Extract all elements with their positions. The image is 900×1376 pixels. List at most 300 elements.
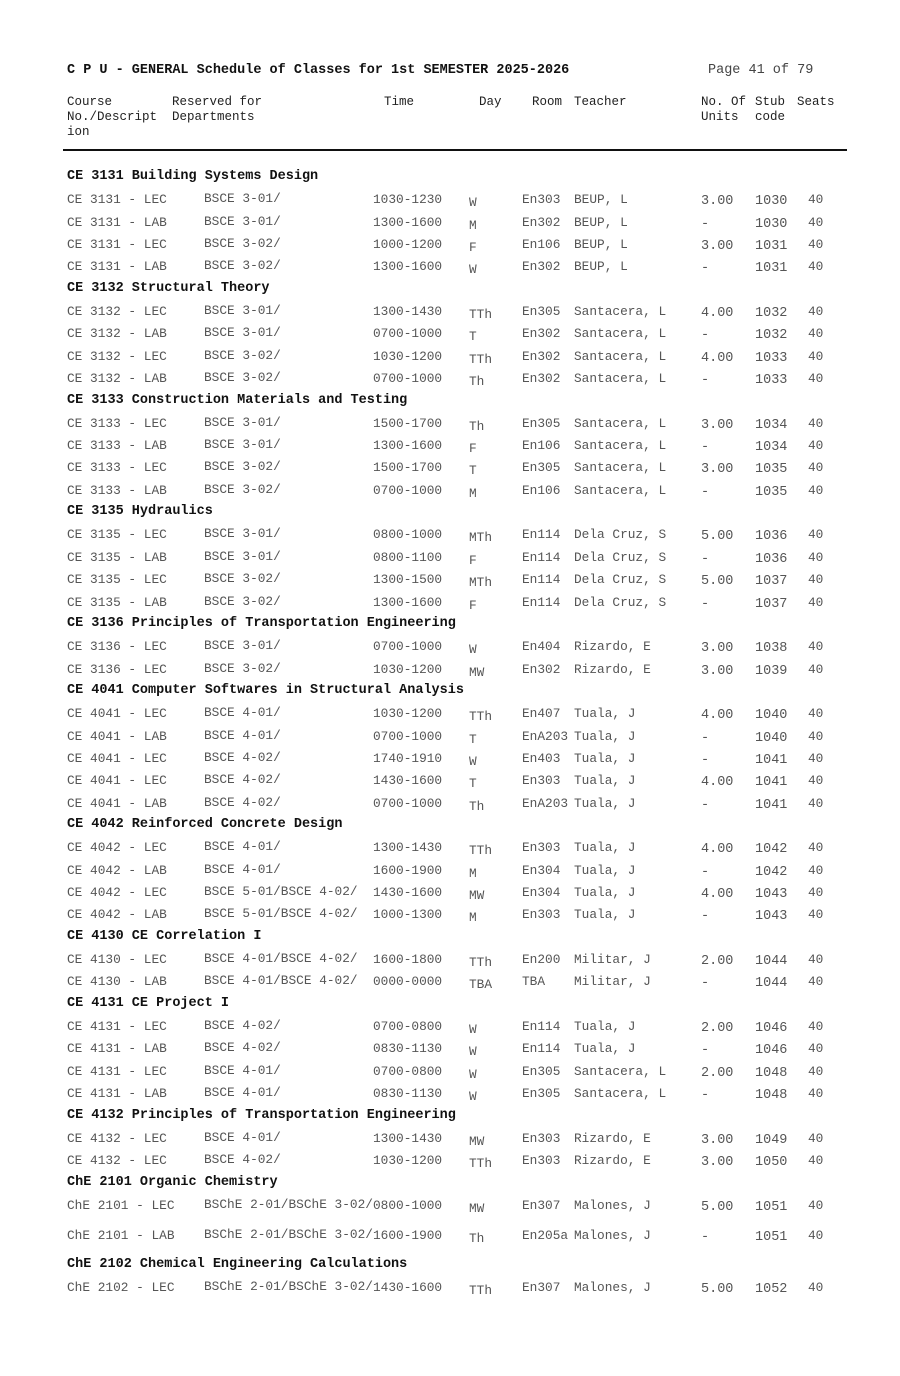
reserved-departments: BSCE 4-01/ [204, 861, 281, 877]
course-heading [0, 995, 900, 1017]
course-code: CE 3136 - LEC [67, 639, 167, 655]
reserved-departments: BSCE 4-01/ [204, 839, 281, 855]
column-header-course: Course No./Descript ion [67, 95, 158, 139]
class-day: W [469, 753, 477, 769]
reserved-departments: BSCE 3-01/ [204, 548, 281, 564]
course-code: CE 4041 - LAB [67, 728, 167, 744]
room: En307 [522, 1280, 561, 1296]
reserved-departments: BSCE 4-01/ [204, 1129, 281, 1145]
column-header-seats: Seats [797, 95, 835, 109]
course-code: CE 3135 - LAB [67, 594, 167, 610]
teacher: Santacera, L [574, 460, 667, 476]
class-time: 0700-0800 [373, 1019, 443, 1035]
class-time: 1430-1600 [373, 885, 443, 901]
seats: 40 [808, 706, 824, 722]
stub-code: 1035 [755, 484, 788, 500]
room: En304 [522, 885, 561, 901]
course-code: CE 3135 - LEC [67, 572, 167, 588]
stub-code: 1031 [755, 261, 788, 277]
stub-code: 1041 [755, 797, 788, 813]
table-row [0, 905, 900, 927]
units: 3.00 [701, 1155, 734, 1171]
room: En305 [522, 460, 561, 476]
course-code: CE 4130 - LEC [67, 952, 167, 968]
class-time: 0800-1100 [373, 549, 443, 565]
room: En114 [522, 527, 561, 543]
stub-code: 1043 [755, 887, 788, 903]
table-row [0, 771, 900, 793]
reserved-departments: BSCE 3-02/ [204, 571, 281, 587]
table-row [0, 190, 900, 212]
class-day: Th [469, 374, 485, 390]
seats: 40 [808, 1280, 824, 1296]
table-row [0, 749, 900, 771]
teacher: Tuala, J [574, 795, 636, 811]
units: - [701, 1043, 710, 1059]
column-header-room: Room [532, 95, 563, 109]
stub-code: 1035 [755, 462, 788, 478]
teacher: Dela Cruz, S [574, 527, 667, 543]
room: En302 [522, 326, 561, 342]
class-time: 1300-1430 [373, 1130, 443, 1146]
class-day: MW [469, 1133, 485, 1149]
seats: 40 [808, 594, 824, 610]
room: En303 [522, 1130, 561, 1146]
units: 2.00 [701, 954, 734, 970]
class-time: 1500-1700 [373, 460, 443, 476]
course-title: CE 3133 Construction Materials and Testing [67, 392, 408, 408]
units: 4.00 [701, 350, 734, 366]
room: En305 [522, 415, 561, 431]
class-day: M [469, 217, 477, 233]
room: En114 [522, 1041, 561, 1057]
class-day: W [469, 1022, 477, 1038]
class-day: T [469, 776, 477, 792]
class-day: F [469, 441, 477, 457]
units: 3.00 [701, 462, 734, 478]
units: - [701, 440, 710, 456]
stub-code: 1046 [755, 1021, 788, 1037]
class-time: 1030-1200 [373, 661, 443, 677]
teacher: Santacera, L [574, 482, 667, 498]
teacher: Dela Cruz, S [574, 594, 667, 610]
course-code: ChE 2101 - LAB [67, 1227, 175, 1243]
stub-code: 1032 [755, 328, 788, 344]
page-number: Page 41 of 79 [708, 63, 814, 78]
table-row [0, 213, 900, 235]
room: EnA203 [522, 795, 569, 811]
teacher: Tuala, J [574, 1041, 636, 1057]
room: En303 [522, 192, 561, 208]
stub-code: 1033 [755, 350, 788, 366]
reserved-departments: BSCE 4-02/ [204, 1152, 281, 1168]
units: 3.00 [701, 194, 734, 210]
class-time: 1300-1600 [373, 594, 443, 610]
seats: 40 [808, 348, 824, 364]
table-row [0, 704, 900, 726]
stub-code: 1034 [755, 417, 788, 433]
class-time: 0700-1000 [373, 482, 443, 498]
stub-code: 1042 [755, 864, 788, 880]
reserved-departments: BSCE 3-02/ [204, 235, 281, 251]
table-row [0, 324, 900, 346]
class-time: 0800-1000 [373, 527, 443, 543]
teacher: Rizardo, E [574, 639, 651, 655]
reserved-departments: BSCE 3-02/ [204, 459, 281, 475]
seats: 40 [808, 1153, 824, 1169]
course-code: CE 4131 - LAB [67, 1086, 167, 1102]
room: En205a [522, 1227, 569, 1243]
units: 4.00 [701, 305, 734, 321]
reserved-departments: BSCE 4-01/ [204, 1085, 281, 1101]
room: En304 [522, 862, 561, 878]
room: EnA203 [522, 728, 569, 744]
course-code: CE 3133 - LEC [67, 460, 167, 476]
room: En114 [522, 1019, 561, 1035]
stub-code: 1051 [755, 1199, 788, 1215]
course-code: CE 4041 - LEC [67, 773, 167, 789]
table-row [0, 637, 900, 659]
reserved-departments: BSCE 3-01/ [204, 191, 281, 207]
class-day: MTh [469, 530, 493, 546]
units: 2.00 [701, 1065, 734, 1081]
course-code: CE 4042 - LEC [67, 885, 167, 901]
course-code: CE 3133 - LAB [67, 438, 167, 454]
course-heading [0, 1107, 900, 1129]
column-header-teacher: Teacher [574, 95, 627, 109]
course-code: CE 4132 - LEC [67, 1130, 167, 1146]
course-heading [0, 168, 900, 190]
class-time: 1030-1200 [373, 706, 443, 722]
teacher: Santacera, L [574, 348, 667, 364]
course-heading [0, 615, 900, 637]
room: En114 [522, 549, 561, 565]
table-row [0, 1278, 900, 1308]
table-row [0, 481, 900, 503]
units: - [701, 1229, 710, 1245]
seats: 40 [808, 840, 824, 856]
class-day: M [469, 865, 477, 881]
class-time: 1740-1910 [373, 750, 443, 766]
class-time: 1000-1300 [373, 907, 443, 923]
table-row [0, 347, 900, 369]
units: 5.00 [701, 1199, 734, 1215]
table-row [0, 950, 900, 972]
seats: 40 [808, 549, 824, 565]
teacher: Tuala, J [574, 750, 636, 766]
teacher: Santacera, L [574, 438, 667, 454]
class-time: 1300-1430 [373, 840, 443, 856]
course-title: CE 4132 Principles of Transportation Engineering [67, 1107, 456, 1123]
class-day: MTh [469, 575, 493, 591]
course-title: CE 3131 Building Systems Design [67, 169, 319, 184]
class-day: F [469, 552, 477, 568]
course-code: CE 3131 - LAB [67, 214, 167, 230]
reserved-departments: BSCE 3-01/ [204, 414, 281, 430]
room: En302 [522, 371, 561, 387]
class-time: 1430-1600 [373, 1280, 443, 1296]
units: 3.00 [701, 417, 734, 433]
column-header-time: Time [384, 95, 415, 109]
stub-code: 1051 [755, 1229, 788, 1245]
teacher: BEUP, L [574, 192, 628, 208]
seats: 40 [808, 862, 824, 878]
stub-code: 1048 [755, 1065, 788, 1081]
stub-code: 1037 [755, 574, 788, 590]
class-day: MW [469, 1200, 485, 1216]
stub-code: 1041 [755, 752, 788, 768]
units: - [701, 976, 710, 992]
units: - [701, 216, 710, 232]
table-row [0, 302, 900, 324]
stub-code: 1036 [755, 529, 788, 545]
table-row [0, 1062, 900, 1084]
units: - [701, 1088, 710, 1104]
stub-code: 1040 [755, 730, 788, 746]
stub-code: 1032 [755, 305, 788, 321]
reserved-departments: BSCE 3-01/ [204, 302, 281, 318]
stub-code: 1042 [755, 842, 788, 858]
reserved-departments: BSCE 4-02/ [204, 794, 281, 810]
units: - [701, 328, 710, 344]
course-code: CE 3133 - LAB [67, 482, 167, 498]
course-heading [0, 392, 900, 414]
class-time: 0800-1000 [373, 1197, 443, 1213]
room: En403 [522, 750, 561, 766]
stub-code: 1031 [755, 238, 788, 254]
units: - [701, 551, 710, 567]
course-code: CE 4042 - LEC [67, 840, 167, 856]
course-code: CE 3133 - LEC [67, 415, 167, 431]
class-day: W [469, 642, 477, 658]
seats: 40 [808, 236, 824, 252]
table-row [0, 369, 900, 391]
course-code: CE 3132 - LAB [67, 326, 167, 342]
stub-code: 1038 [755, 641, 788, 657]
stub-code: 1049 [755, 1132, 788, 1148]
reserved-departments: BSCE 3-02/ [204, 258, 281, 274]
seats: 40 [808, 259, 824, 275]
reserved-departments: BSCE 5-01/BSCE 4-02/ [204, 906, 358, 922]
units: - [701, 730, 710, 746]
schedule-table [0, 168, 900, 1308]
table-row [0, 1129, 900, 1151]
course-code: ChE 2102 - LEC [67, 1280, 175, 1296]
column-header-units: No. Of Units [701, 95, 747, 124]
course-heading [0, 816, 900, 838]
stub-code: 1033 [755, 373, 788, 389]
reserved-departments: BSCE 4-01/ [204, 727, 281, 743]
seats: 40 [808, 303, 824, 319]
seats: 40 [808, 639, 824, 655]
room: En302 [522, 214, 561, 230]
units: 5.00 [701, 574, 734, 590]
course-title: CE 4042 Reinforced Concrete Design [67, 817, 343, 833]
class-time: 0700-1000 [373, 639, 443, 655]
class-day: T [469, 329, 477, 345]
class-day: M [469, 485, 477, 501]
class-day: Th [469, 1230, 485, 1246]
course-code: CE 3131 - LEC [67, 236, 167, 252]
teacher: Tuala, J [574, 840, 636, 856]
stub-code: 1034 [755, 440, 788, 456]
class-time: 1300-1600 [373, 259, 443, 275]
class-time: 1600-1800 [373, 952, 443, 968]
table-row [0, 548, 900, 570]
seats: 40 [808, 1041, 824, 1057]
reserved-departments: BSCE 3-02/ [204, 481, 281, 497]
header-divider [63, 149, 847, 151]
units: - [701, 797, 710, 813]
room: En114 [522, 572, 561, 588]
course-title: CE 3132 Structural Theory [67, 280, 270, 296]
teacher: Rizardo, E [574, 1153, 651, 1169]
room: En302 [522, 259, 561, 275]
class-day: TBA [469, 977, 493, 993]
class-day: M [469, 910, 477, 926]
reserved-departments: BSCE 4-02/ [204, 1018, 281, 1034]
table-row [0, 1151, 900, 1173]
reserved-departments: BSCE 4-02/ [204, 772, 281, 788]
stub-code: 1046 [755, 1043, 788, 1059]
reserved-departments: BSCE 3-01/ [204, 325, 281, 341]
course-code: CE 4041 - LEC [67, 706, 167, 722]
reserved-departments: BSCE 3-01/ [204, 638, 281, 654]
course-heading [0, 682, 900, 704]
table-row [0, 1017, 900, 1039]
seats: 40 [808, 1019, 824, 1035]
course-code: CE 3132 - LAB [67, 371, 167, 387]
class-time: 0700-0800 [373, 1063, 443, 1079]
reserved-departments: BSCE 4-01/ [204, 705, 281, 721]
room: En114 [522, 594, 561, 610]
class-time: 0700-1000 [373, 795, 443, 811]
course-code: CE 3132 - LEC [67, 348, 167, 364]
course-heading [0, 280, 900, 302]
class-day: W [469, 1089, 477, 1105]
reserved-departments: BSCE 4-02/ [204, 749, 281, 765]
course-title: CE 4131 CE Project I [67, 995, 230, 1011]
teacher: Tuala, J [574, 728, 636, 744]
units: - [701, 484, 710, 500]
seats: 40 [808, 527, 824, 543]
course-title: CE 3135 Hydraulics [67, 504, 213, 520]
units: - [701, 864, 710, 880]
table-row [0, 525, 900, 547]
course-title: ChE 2101 Organic Chemistry [67, 1174, 278, 1190]
room: En106 [522, 482, 561, 498]
teacher: Santacera, L [574, 1086, 667, 1102]
class-time: 1030-1200 [373, 348, 443, 364]
seats: 40 [808, 907, 824, 923]
seats: 40 [808, 1063, 824, 1079]
class-day: TTh [469, 1156, 493, 1172]
table-row [0, 861, 900, 883]
table-row [0, 414, 900, 436]
units: 4.00 [701, 842, 734, 858]
room: En302 [522, 348, 561, 364]
column-header-stub: Stub code [755, 95, 786, 124]
class-day: W [469, 262, 477, 278]
stub-code: 1048 [755, 1088, 788, 1104]
class-time: 1000-1200 [373, 236, 443, 252]
course-heading [0, 1174, 900, 1196]
course-code: CE 3131 - LEC [67, 192, 167, 208]
room: En303 [522, 840, 561, 856]
course-title: CE 3136 Principles of Transportation Engineering [67, 616, 456, 631]
stub-code: 1044 [755, 976, 788, 992]
class-day: Th [469, 798, 485, 814]
reserved-departments: BSCE 4-01/ [204, 1062, 281, 1078]
class-day: MW [469, 664, 485, 680]
table-row [0, 660, 900, 682]
teacher: Santacera, L [574, 371, 667, 387]
teacher: Tuala, J [574, 706, 636, 722]
stub-code: 1037 [755, 596, 788, 612]
table-row [0, 570, 900, 592]
table-row [0, 436, 900, 458]
class-day: TTh [469, 1283, 493, 1299]
class-day: MW [469, 888, 485, 904]
teacher: Santacera, L [574, 326, 667, 342]
units: - [701, 373, 710, 389]
table-row [0, 1226, 900, 1256]
table-row [0, 838, 900, 860]
teacher: Tuala, J [574, 885, 636, 901]
reserved-departments: BSCE 3-01/ [204, 526, 281, 542]
reserved-departments: BSCE 3-01/ [204, 437, 281, 453]
units: 5.00 [701, 529, 734, 545]
class-time: 1300-1600 [373, 214, 443, 230]
class-day: W [469, 1044, 477, 1060]
teacher: Santacera, L [574, 1063, 667, 1079]
seats: 40 [808, 885, 824, 901]
units: 4.00 [701, 708, 734, 724]
column-header-reserved: Reserved for Departments [172, 95, 263, 124]
reserved-departments: BSCE 3-02/ [204, 660, 281, 676]
seats: 40 [808, 773, 824, 789]
units: - [701, 596, 710, 612]
reserved-departments: BSCE 3-02/ [204, 370, 281, 386]
seats: 40 [808, 750, 824, 766]
course-heading [0, 928, 900, 950]
seats: 40 [808, 661, 824, 677]
teacher: Malones, J [574, 1280, 651, 1296]
units: 2.00 [701, 1021, 734, 1037]
teacher: Malones, J [574, 1197, 651, 1213]
course-code: CE 4042 - LAB [67, 907, 167, 923]
teacher: Militar, J [574, 974, 651, 990]
seats: 40 [808, 214, 824, 230]
teacher: Tuala, J [574, 773, 636, 789]
stub-code: 1039 [755, 663, 788, 679]
stub-code: 1030 [755, 216, 788, 232]
table-row [0, 883, 900, 905]
course-heading [0, 503, 900, 525]
class-day: TTh [469, 843, 493, 859]
teacher: BEUP, L [574, 214, 628, 230]
class-time: 1300-1430 [373, 303, 443, 319]
class-day: TTh [469, 351, 493, 367]
class-day: F [469, 239, 477, 255]
course-code: CE 3131 - LAB [67, 259, 167, 275]
table-row [0, 593, 900, 615]
course-code: CE 3135 - LAB [67, 549, 167, 565]
class-day: T [469, 463, 477, 479]
teacher: Dela Cruz, S [574, 549, 667, 565]
table-row [0, 1196, 900, 1226]
table-row [0, 794, 900, 816]
